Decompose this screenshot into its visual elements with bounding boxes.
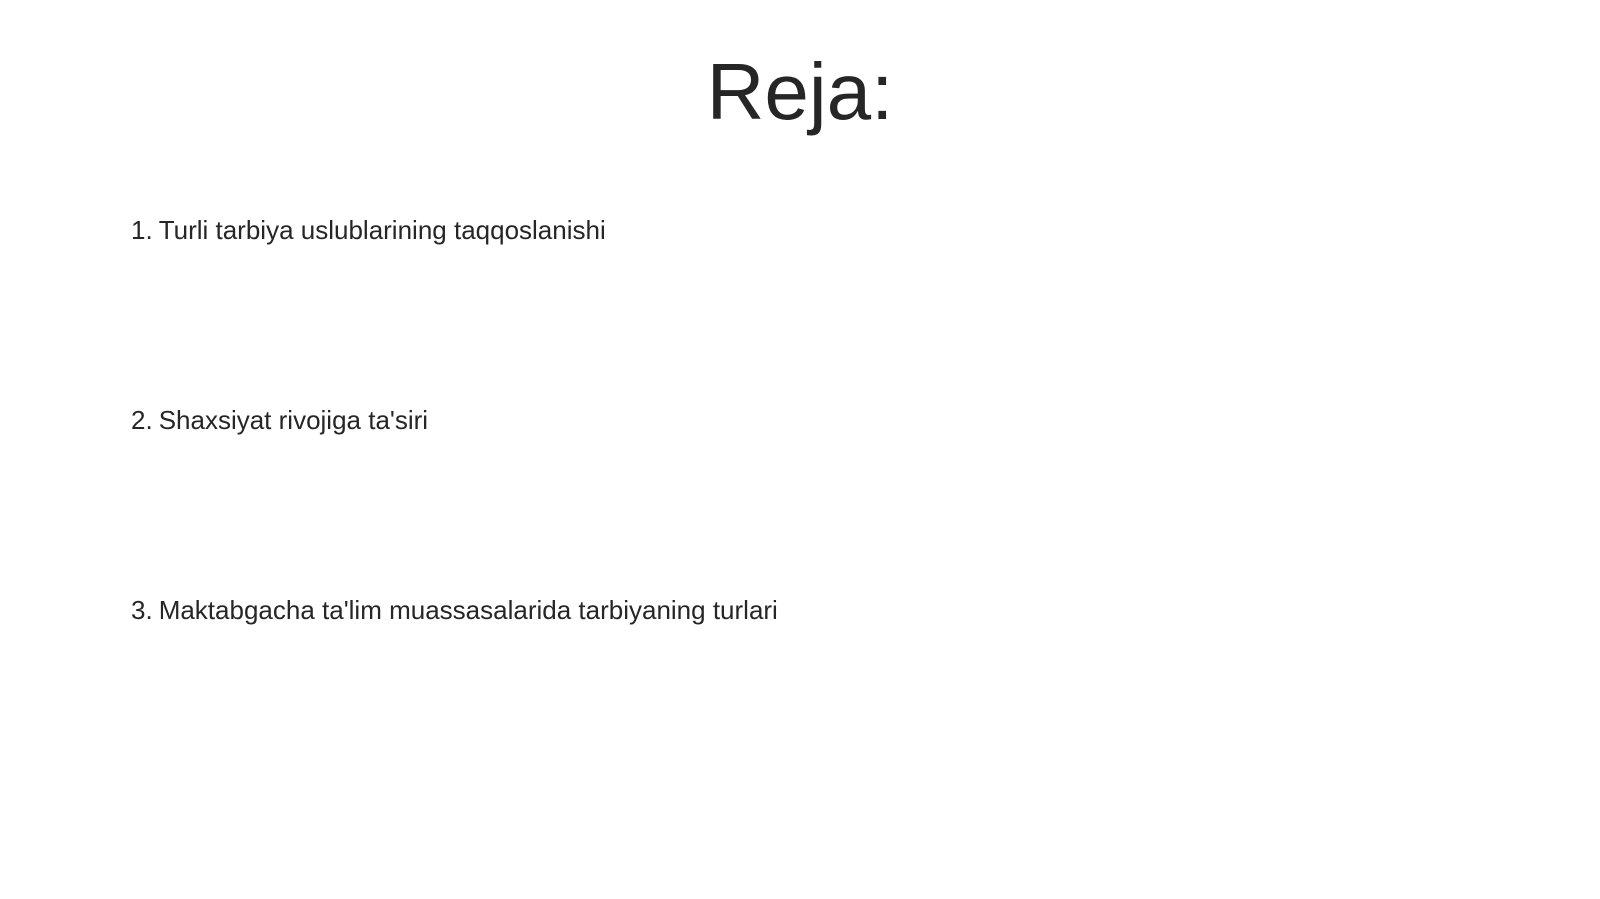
list-item-text: Turli tarbiya uslublarining taqqoslanishi <box>158 215 606 245</box>
list-item-text: Maktabgacha ta'lim muassasalarida tarbiyaning turlari <box>158 595 778 625</box>
list-item <box>131 402 778 438</box>
list-item-number: 1. <box>131 215 153 245</box>
list-item <box>131 212 778 248</box>
slide-title: Reja: <box>706 47 894 136</box>
list-item <box>131 592 778 628</box>
list-item-number: 2. <box>131 405 153 435</box>
list-item-number: 3. <box>131 595 153 625</box>
list-item-text: Shaxsiyat rivojiga ta'siri <box>158 405 429 435</box>
plan-list <box>131 212 778 782</box>
